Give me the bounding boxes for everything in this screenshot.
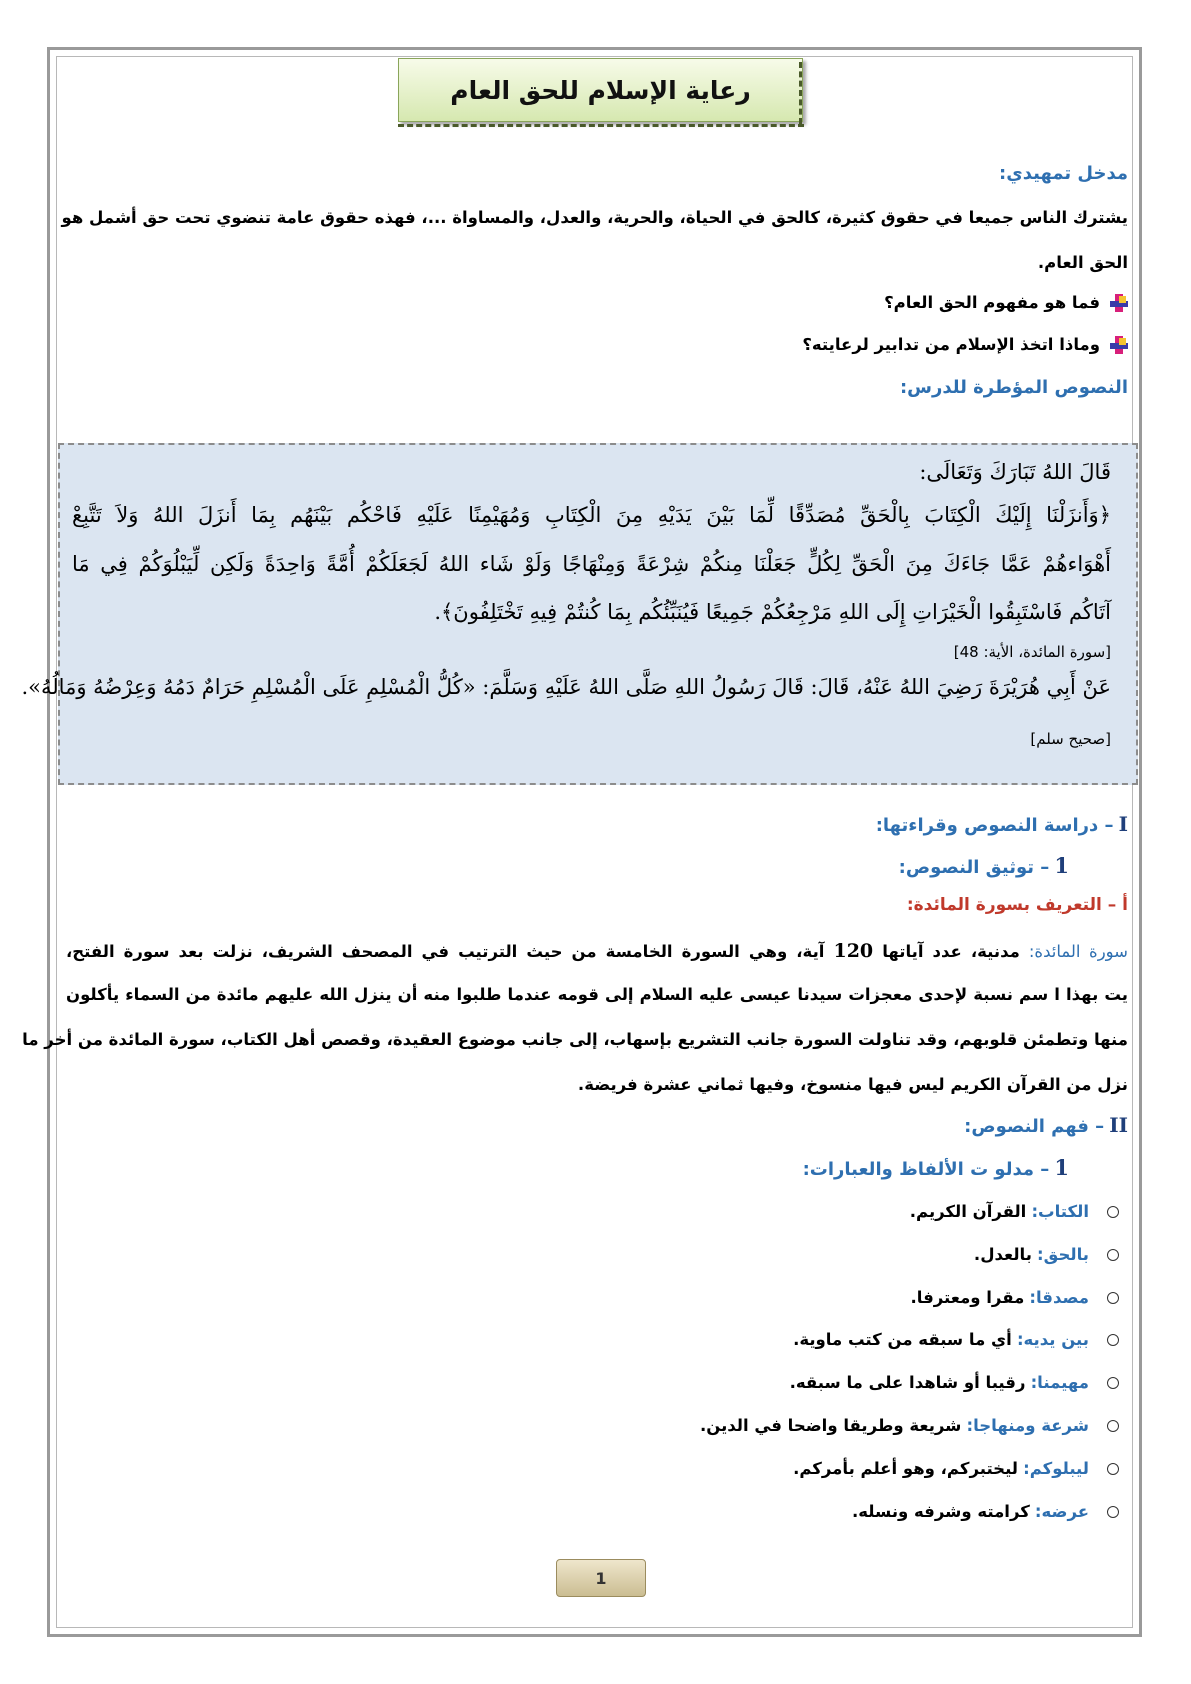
term-item: مصدقا: مقرا ومعترفا.	[910, 1288, 1119, 1307]
page-border-inner	[22, 56, 1133, 1628]
circle-bullet-icon	[1107, 1377, 1119, 1389]
circle-bullet-icon	[1107, 1334, 1119, 1346]
question-2: وماذا اتخذ الإسلام من تدابير لرعايته؟	[802, 335, 1128, 354]
term-item: شرعة ومنهاجا: شريعة وطريقا واضحا في الدين.	[700, 1416, 1119, 1435]
surah-para-line-1: سورة المائدة: مدنية، عدد آياتها 120 آية، وهي السورة الخامسة من حيث الترتيب في المصحف الشريف، نزلت بعد سورة الفتح،	[66, 940, 1129, 962]
term-item: الكتاب: القرآن الكريم.	[910, 1202, 1119, 1221]
verse-reference: [سورة المائدة، الأية: 48]	[953, 643, 1111, 661]
hadith-text: عَنْ أَبِي هُرَيْرَةَ رَضِيَ اللهُ عَنْهُ، قَالَ: قَالَ رَسُولُ اللهِ صَلَّى اللهُ عَلَيْهِ وَسَلَّمَ: «كُلُّ الْمُسْلِمِ عَلَى الْمُسْلِمِ حَرَامٌ دَمُهُ وَعِرْضُهُ وَمَالُهُ».	[21, 675, 1111, 699]
page-title-box	[398, 58, 803, 122]
surah-para-line-3: منها وتطمئن قلوبهم، وقد تناولت السورة جانب التشريع بإسهاب، إلى جانب موضوع العقيدة، وقصص أهل الكتاب، سورة المائدة من أخر ما	[22, 1030, 1128, 1049]
intro-heading: مدخل تمهيدي:	[999, 163, 1128, 184]
verse-line-2: أَهْوَاءهُمْ عَمَّا جَاءَكَ مِنَ الْحَقِّ لِكُلٍّ جَعَلْنَا مِنكُمْ شِرْعَةً وَمِنْهَاجًا وَلَوْ شَاء اللهُ لَجَعَلَكُمْ أُمَّةً وَاحِدَةً وَلَكِن لِّيَبْلُوَكُمْ فِي مَا	[72, 552, 1111, 576]
subsection-1-heading: 1 – توثيق النصوص:	[898, 853, 1069, 878]
question-1: فما هو مفهوم الحق العام؟	[884, 293, 1128, 312]
section-2-heading: II – فهم النصوص:	[964, 1113, 1128, 1137]
circle-bullet-icon	[1107, 1463, 1119, 1475]
intro-line-2: الحق العام.	[1037, 253, 1128, 272]
bullet-cross-icon	[1110, 294, 1128, 312]
term-item: بالحق: بالعدل.	[974, 1245, 1119, 1264]
verse-line-3: آتَاكُم فَاسْتَبِقُوا الْخَيْرَاتِ إِلَى اللهِ مَرْجِعُكُمْ جَمِيعًا فَيُنَبِّئُكُم بِمَا كُنتُمْ فِيهِ تَخْتَلِفُونَ﴾.	[434, 600, 1111, 624]
circle-bullet-icon	[1107, 1249, 1119, 1261]
verse-intro: قَالَ اللهُ تَبَارَكَ وَتَعَالَى:	[919, 460, 1111, 484]
term-item: ليبلوكم: ليختبركم، وهو أعلم بأمركم.	[793, 1459, 1119, 1478]
title-side-line	[799, 62, 802, 124]
surah-para-line-4: نزل من القرآن الكريم ليس فيها منسوخ، وفيها ثماني عشرة فريضة.	[577, 1075, 1128, 1094]
page-title: رعاية الإسلام للحق العام	[450, 75, 751, 105]
term-item: بين يديه: أي ما سبقه من كتب ماوية.	[793, 1330, 1119, 1349]
circle-bullet-icon	[1107, 1506, 1119, 1518]
title-underline	[398, 124, 804, 127]
bullet-cross-icon	[1110, 336, 1128, 354]
section-1-heading: I – دراسة النصوص وقراءتها:	[875, 812, 1128, 836]
term-item: عرضه: كرامته وشرفه ونسله.	[852, 1502, 1119, 1521]
term-item: مهيمنا: رقيبا أو شاهدا على ما سبقه.	[790, 1373, 1119, 1392]
verse-line-1: ﴿وَأَنزَلْنَا إِلَيْكَ الْكِتَابَ بِالْحَقِّ مُصَدِّقًا لِّمَا بَيْنَ يَدَيْهِ مِنَ الْكِتَابِ وَمُهَيْمِنًا عَلَيْهِ فَاحْكُم بَيْنَهُم بِمَا أَنزَلَ اللهُ وَلاَ تَتَّبِعْ	[72, 503, 1111, 527]
subsection-2-heading: 1 – مدلو ت الألفاظ والعبارات:	[802, 1155, 1069, 1180]
surah-intro-heading: أ – التعريف بسورة المائدة:	[906, 895, 1128, 915]
hadith-reference: [صحيح سلم]	[1030, 730, 1111, 748]
circle-bullet-icon	[1107, 1420, 1119, 1432]
circle-bullet-icon	[1107, 1292, 1119, 1304]
page-number: 1	[556, 1559, 646, 1597]
intro-line-1: يشترك الناس جميعا في حقوق كثيرة، كالحق في الحياة، والحرية، والعدل، والمساواة ...، فهذه حقوق عامة تنضوي تحت حق أشمل هو	[61, 208, 1128, 227]
texts-heading: النصوص المؤطرة للدرس:	[899, 377, 1128, 398]
surah-para-line-2: يت بهذا ا سم نسبة لإحدى معجزات سيدنا عيسى عليه السلام إلى قومه عندما طلبوا منه أن ينزل الله عليهم مائدة من السماء يأكلون	[66, 985, 1128, 1004]
circle-bullet-icon	[1107, 1206, 1119, 1218]
